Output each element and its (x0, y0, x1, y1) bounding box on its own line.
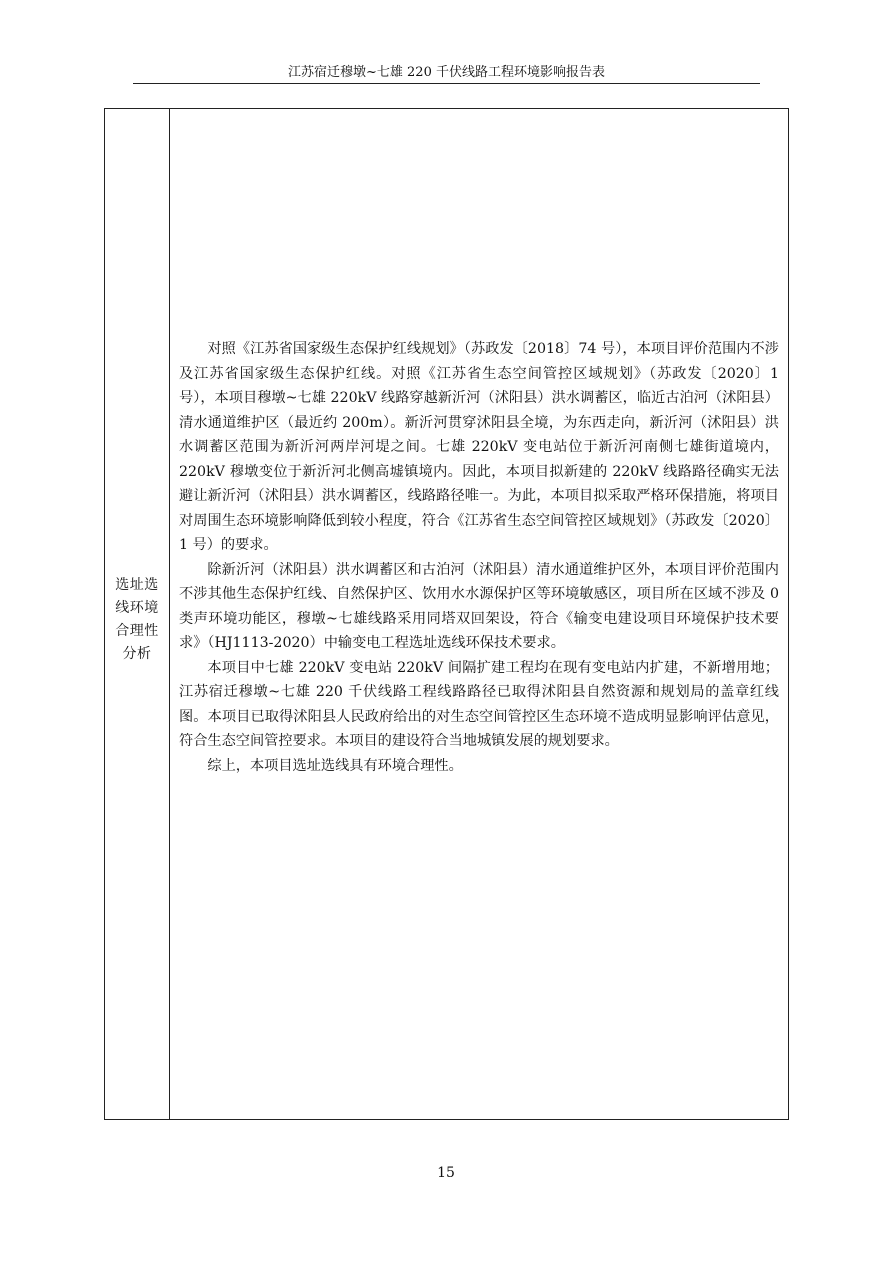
paragraph-sensitive-areas: 除新沂河（沭阳县）洪水调蓄区和古泊河（沭阳县）清水通道维护区外，本项目评价范围内不涉其他生态保护红线、自然保护区、饮用水水源保护区等环境敏感区，项目所在区域不涉及 0 类声环境功能区，穆墩~七雄线路采用同塔双回架设，符合《输变电建设项目环境保护技术要求》（HJ1113-2020）中输变电工程选址选线环保技术要求。 (179, 561, 779, 651)
page-number: 15 (437, 1165, 455, 1181)
paragraph-land-use: 本项目中七雄 220kV 变电站 220kV 间隔扩建工程均在现有变电站内扩建，不新增用地；江苏宿迁穆墩~七雄 220 千伏线路工程线路路径已取得沭阳县自然资源和规划局的盖章红线图。本项目已取得沭阳县人民政府给出的对生态空间管控区生态环境不造成明显影响评估意见，符合生态空间管控要求。本项目的建设符合当地城镇发展的规划要求。 (179, 659, 779, 749)
page-header-title: 江苏宿迁穆墩~七雄 220 千伏线路工程环境影响报告表 (133, 64, 760, 84)
content-table (104, 108, 789, 1120)
row-content-cell (170, 109, 788, 1119)
row-label: 选址选线环境合理性分析 (115, 577, 159, 662)
paragraph-conclusion: 综上，本项目选址选线具有环境合理性。 (207, 757, 463, 774)
paragraph-ecological-redline: 对照《江苏省国家级生态保护红线规划》（苏政发〔2018〕74 号），本项目评价范围内不涉及江苏省国家级生态保护红线。对照《江苏省生态空间管控区域规划》（苏政发〔2020〕1 号），本项目穆墩~七雄 220kV 线路穿越新沂河（沭阳县）洪水调蓄区，临近古泊河（沭阳县）清水通道维护区（最近约 200m）。新沂河贯穿沭阳县全境，为东西走向，新沂河（沭阳县）洪水调蓄区范围为新沂河两岸河堤之间。七雄 220kV 变电站位于新沂河南侧七雄街道境内，220kV 穆墩变位于新沂河北侧高墟镇境内。因此，本项目拟新建的 220kV 线路路径确实无法避让新沂河（沭阳县）洪水调蓄区，线路路径唯一。为此，本项目拟采取严格环保措施，将项目对周围生态环境影响降低到较小程度，符合《江苏省生态空间管控区域规划》（苏政发〔2020〕1 号）的要求。 (179, 341, 779, 553)
row-label-cell (105, 109, 170, 1119)
